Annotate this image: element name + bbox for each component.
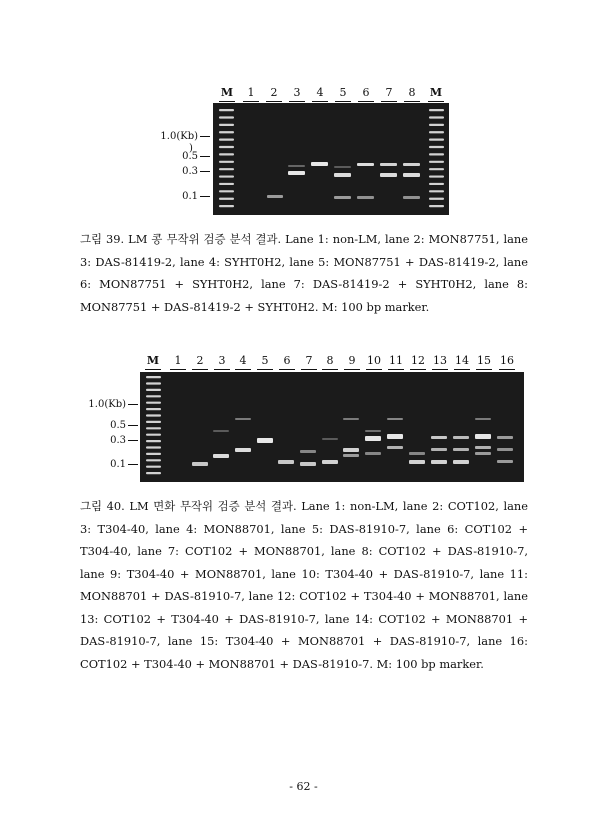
gel-band [497,448,513,451]
lane-label: 8 [402,86,422,99]
gel-band [409,452,425,455]
lane-label: 9 [342,354,362,367]
gel-band [403,173,420,177]
gel-band [146,408,161,410]
gel-band [429,124,444,126]
gel-band [235,418,251,420]
gel-band [146,395,161,397]
gel-band [219,153,234,155]
gel-band [235,448,251,452]
lane-label: 14 [452,354,472,367]
lane-label: 3 [287,86,307,99]
gel-bands-39 [213,103,449,215]
gel-band [429,168,444,170]
lane-label: 12 [408,354,428,367]
size-label: 0.1 [78,459,138,470]
lane-label: M [426,86,446,99]
gel-band [429,109,444,111]
gel-band [429,116,444,118]
gel-band [453,436,469,439]
gel-band [146,389,161,391]
size-label: 1.0(Kb) [78,399,138,410]
gel-band [146,440,161,442]
gel-band [288,165,305,167]
figure-39-caption: 그림 39. LM 콩 무작위 검증 분석 결과. Lane 1: non-LM, lane 2: MON87751, lane 3: DAS-81419-2, lane 4: SYHT0H2, lane 5: MON87751 + DAS-81419-2, lane 6: MON87751 + SYHT0H2, lane 7: DAS-81419-2 + SYHT0H2, lane 8: MON87751 + DAS-81419-2 + SYHT0H2. M: 100 bp marker. [80,232,528,314]
gel-band [146,376,161,378]
gel-band [219,198,234,200]
lane-label: M [143,354,163,367]
size-label: 0.3 [78,435,138,446]
lane-label: 4 [233,354,253,367]
gel-band [146,434,161,436]
gel-band [475,452,491,455]
gel-band [146,382,161,384]
gel-band [311,162,328,166]
gel-band [429,146,444,148]
gel-band [146,402,161,404]
gel-image-39 [213,103,449,215]
gel-band [387,446,403,449]
lane-label: 3 [212,354,232,367]
gel-band [429,153,444,155]
gel-band [387,418,403,420]
lane-label: 11 [386,354,406,367]
lane-label: 1 [168,354,188,367]
gel-band [288,171,305,175]
lane-label: 16 [497,354,517,367]
gel-band [213,430,229,432]
gel-band [365,436,381,441]
gel-bands-40 [140,372,524,482]
size-label: 1.0(Kb) [150,131,210,142]
gel-band [219,124,234,126]
gel-band [365,430,381,432]
lane-label: 6 [356,86,376,99]
gel-band [334,196,351,199]
gel-band [146,459,161,461]
gel-band [219,190,234,192]
gel-band [146,421,161,423]
gel-band [334,166,351,168]
gel-band [403,196,420,199]
lane-label: M [217,86,237,99]
gel-band [219,183,234,185]
gel-image-40 [140,372,524,482]
gel-band [429,175,444,177]
gel-band [219,161,234,163]
gel-band [475,434,491,439]
gel-band [219,146,234,148]
gel-band [357,196,374,199]
gel-band [322,438,338,440]
gel-band [343,454,359,457]
lane-label: 7 [379,86,399,99]
gel-band [213,454,229,458]
gel-band [380,163,397,166]
lane-label: 8 [320,354,340,367]
gel-band [429,161,444,163]
size-label: 0.5 [78,420,138,431]
lane-label: 6 [277,354,297,367]
gel-band [146,466,161,468]
gel-band [219,109,234,111]
gel-band [453,448,469,451]
gel-band [431,460,447,464]
gel-band [431,448,447,451]
gel-band [343,418,359,420]
size-label: 0.3 [150,166,210,177]
gel-band [257,438,273,443]
gel-band [409,460,425,464]
gel-band [300,462,316,466]
gel-band [387,434,403,439]
lane-label: 15 [474,354,494,367]
lane-label: 7 [299,354,319,367]
figure-39 [0,0,607,230]
page-number: - 62 - [289,780,318,793]
gel-band [219,175,234,177]
figure-40 [0,340,607,490]
lane-label: 5 [255,354,275,367]
gel-band [365,452,381,455]
gel-band [219,205,234,207]
gel-band [146,414,161,416]
gel-band [219,139,234,141]
gel-band [429,131,444,133]
lane-label: 2 [190,354,210,367]
size-label: 0.1 [150,191,210,202]
gel-band [429,190,444,192]
gel-band [453,460,469,464]
gel-band [300,450,316,453]
gel-band [475,418,491,420]
figure-40-caption: 그림 40. LM 면화 무작위 검증 분석 결과. Lane 1: non-LM, lane 2: COT102, lane 3: T304-40, lane 4: MON88701, lane 5: DAS-81910-7, lane 6: COT102 + T304-40, lane 7: COT102 + MON88701, lane 8: COT102 + DAS-81910-7, lane 9: T304-40 + MON88701, lane 10: T304-40 + DAS-81910-7, lane 11: MON88701 + DAS-81910-7, lane 12: COT102 + T304-40 + MON88701, lane 13: COT102 + T304-40 + DAS-81910-7, lane 14: COT102 + MON88701 + DAS-81910-7, lane 15: T304-40 + MON88701 + DAS-81910-7, lane 16: COT102 + T304-40 + MON88701 + DAS-81910-7. M: 100 bp marker. [80,499,528,671]
gel-band [497,460,513,463]
gel-band [278,460,294,464]
gel-band [429,198,444,200]
gel-band [343,448,359,452]
lane-label: 13 [430,354,450,367]
lane-label: 2 [264,86,284,99]
gel-band [380,173,397,177]
lane-label: 4 [310,86,330,99]
size-label: 0.5 [150,151,210,162]
lane-label: 5 [333,86,353,99]
gel-band [146,446,161,448]
gel-band [267,195,283,198]
gel-band [219,131,234,133]
gel-band [219,168,234,170]
gel-band [429,139,444,141]
gel-band [357,163,374,166]
size-label-bracket: ) [189,143,193,154]
gel-band [322,460,338,464]
lane-label: 10 [364,354,384,367]
gel-band [431,436,447,439]
gel-band [429,205,444,207]
gel-band [334,173,351,177]
gel-band [497,436,513,439]
gel-band [403,163,420,166]
gel-band [146,472,161,474]
gel-band [192,462,208,466]
gel-band [146,427,161,429]
gel-band [429,183,444,185]
gel-band [475,446,491,449]
gel-band [219,116,234,118]
lane-label: 1 [241,86,261,99]
gel-band [146,453,161,455]
